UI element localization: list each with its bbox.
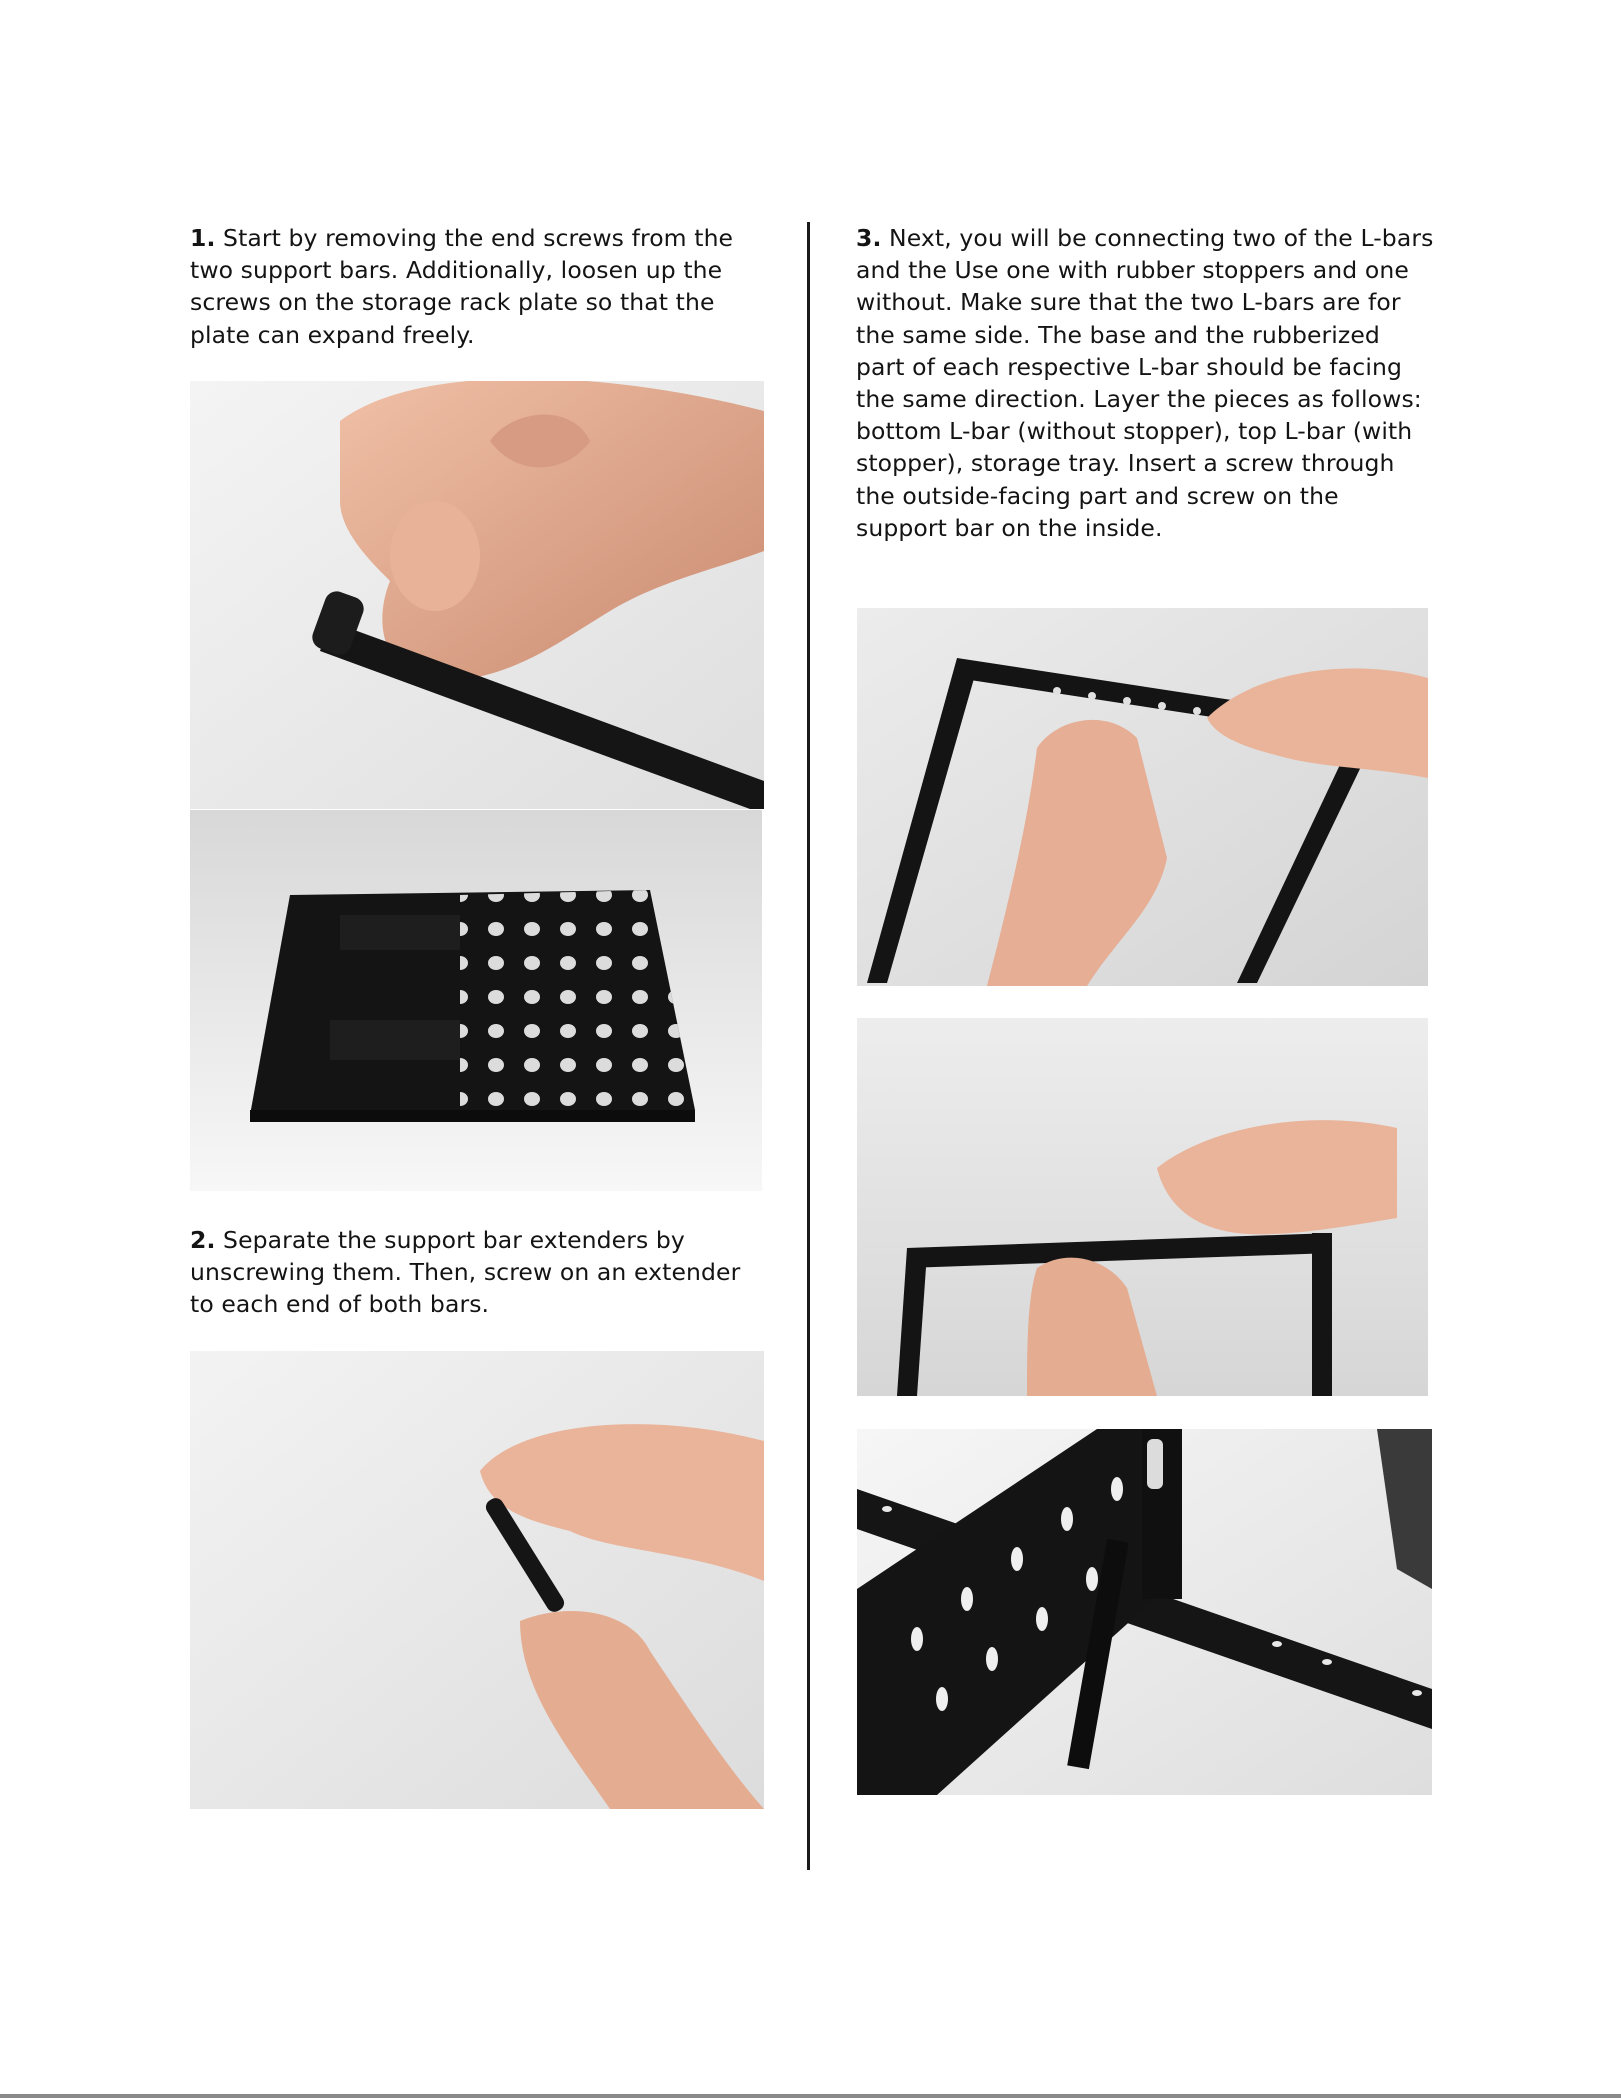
photo-hands-screwing-extender: [190, 1351, 764, 1809]
photo-inserting-screw: [857, 1018, 1428, 1396]
step-3-number: 3.: [856, 224, 882, 252]
photo-assembled-closeup: [857, 1429, 1432, 1795]
page-bottom-rule: [0, 2094, 1621, 2098]
photo-storage-tray: [190, 810, 762, 1191]
step-2-text: [190, 1224, 768, 1321]
column-divider: [807, 222, 810, 1870]
step-3-text: [856, 222, 1434, 544]
step-1-body: Start by removing the end screws from the two support bars. Additionally, loosen up the screws on the storage rack plate so that the plate can expand freely.: [190, 224, 734, 349]
step-2-block: [190, 1224, 768, 1321]
step-2-number: 2.: [190, 1226, 216, 1254]
right-column: [856, 222, 1434, 544]
step-2-body: Separate the support bar extenders by unscrewing them. Then, screw on an extender to each end of both bars.: [190, 1226, 741, 1319]
photo-connecting-l-bars: [857, 608, 1428, 986]
photo-hand-removing-end-screw: [190, 381, 764, 809]
step-3-body: Next, you will be connecting two of the L-bars and the Use one with rubber stoppers and one without. Make sure that the two L-bars are for the same side. The base and the rubberized part of each respective L-bar should be facing the same direction. Layer the pieces as follows: bottom L-bar (without stopper), top L-bar (with stopper), storage tray. Insert a screw through the outside-facing part and screw on the support bar on the inside.: [856, 224, 1434, 542]
left-column: [190, 222, 768, 351]
step-1-number: 1.: [190, 224, 216, 252]
step-1-text: [190, 222, 768, 351]
